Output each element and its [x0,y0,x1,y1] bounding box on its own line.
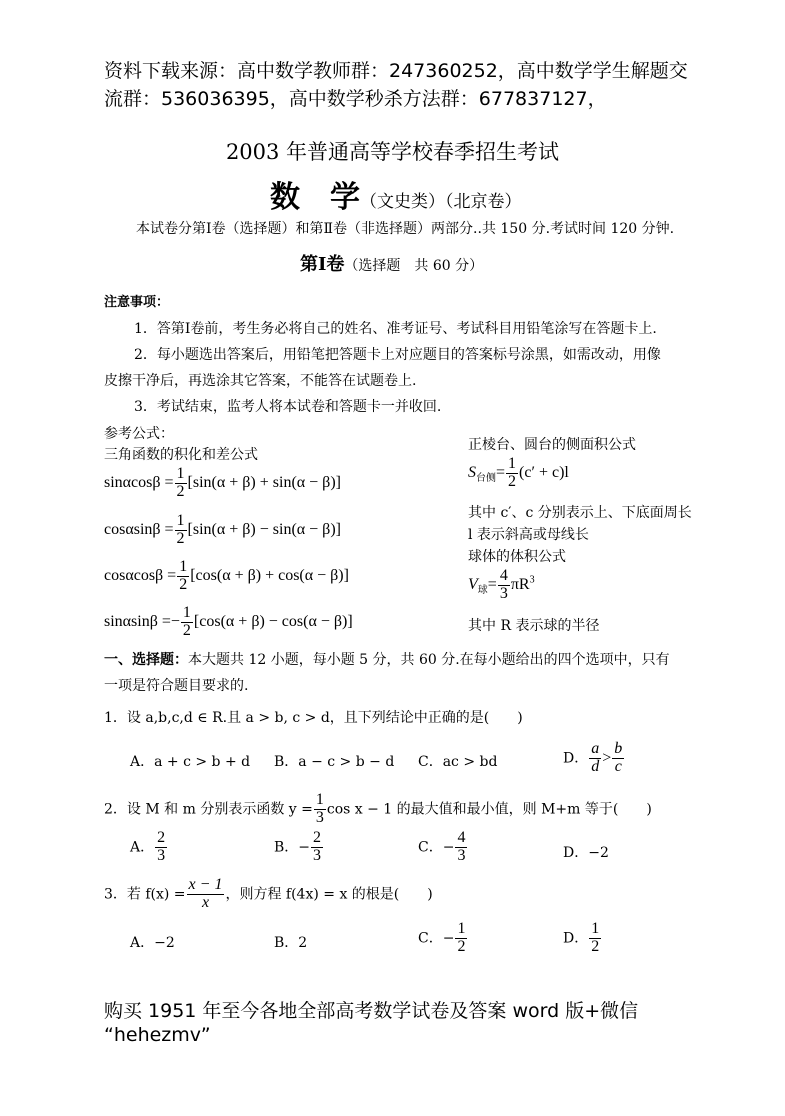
sphere-formula [468,568,535,603]
footer-line-2: “hehezmv” [104,1024,211,1046]
q2-b-num: 2 [313,829,322,846]
frustum-note-2: l 表示斜高或母线长 [468,527,589,543]
trig-1-num: 1 [176,465,185,482]
trig-1-rhs: [sin(α + β) + sin(α − β)] [187,473,341,491]
q1-d-op: > [602,749,612,767]
header-line-1: 资料下载来源：高中数学教师群：247360252，高中数学学生解题交 [104,60,688,82]
trig-3-lhs: cosαcosβ = [104,566,177,584]
q3-stem-b: ，则方程 f(4x) = x 的根是( ) [225,886,433,903]
q2-c-label: C．− [418,839,455,856]
trig-3-num: 1 [179,558,188,575]
footer-line-1: 购买 1951 年至今各地全部高考数学试卷及答案 word 版+微信 [104,1000,639,1022]
trig-formula-2 [104,513,341,548]
trig-1-den: 2 [176,482,185,500]
q3-d-den: 2 [591,937,600,955]
q3-option-b: B．2 [274,935,308,951]
q2-option-b [274,830,324,865]
frustum-note-1: 其中 c′、c 分别表示上、下底面周长 [468,505,692,521]
q3-d-label: D． [563,930,589,947]
q3-d-num: 1 [591,920,600,937]
trig-2-lhs: cosαsinβ = [104,520,174,538]
q2-b-label: B．− [274,839,311,856]
frustum-rhs: (c′ + c)l [519,463,569,481]
part-label: 第Ⅰ卷 [300,254,345,275]
q2-option-d: D．−2 [563,845,609,861]
q1-option-d [563,741,625,776]
q1-stem: 1．设 a,b,c,d ∈ R.且 a > b, c > d，且下列结论中正确的是( ) [104,710,523,726]
q3-stem-den: x [201,893,210,911]
trig-formula-1 [104,466,341,501]
sphere-den: 3 [499,584,508,602]
subject-name: 数 学 [270,180,360,215]
trig-2-rhs: [sin(α + β) − sin(α − β)] [187,520,341,538]
q1-d-label: D． [563,750,589,767]
q2-a-label: A． [130,839,155,856]
q2-stem-a: 2．设 M 和 m 分别表示函数 y = [104,801,313,818]
trig-2-den: 2 [176,529,185,547]
trig-4-lhs: sinαsinβ = [104,612,171,630]
section1-line1 [104,649,670,669]
exam-info: 本试卷分第Ⅰ卷（选择题）和第Ⅱ卷（非选择题）两部分..共 150 分.考试时间 120 分钟. [136,221,675,237]
trig-4-rhs: [cos(α + β) − cos(α − β)] [193,612,353,630]
q1-d-den2: c [614,757,622,775]
trig-heading: 三角函数的积化和差公式 [104,447,258,463]
part-title [300,250,483,276]
notice-item-2-cont: 皮擦干净后，再选涂其它答案，不能答在试题卷上. [104,373,417,389]
q3-option-a: A．−2 [130,935,175,951]
sphere-exp: 3 [529,574,535,586]
header-line-2: 流群：536036395，高中数学秒杀方法群：677837127， [104,88,607,110]
sphere-num: 4 [499,567,508,584]
section1-text1: 本大题共 12 小题，每小题 5 分，共 60 分.在每小题给出的四个选项中，只有 [188,652,670,668]
trig-2-num: 1 [176,512,185,529]
q2-stem-den: 3 [315,808,324,826]
trig-formula-3 [104,559,349,594]
q2-c-num: 4 [457,829,466,846]
subject-note: （文史类）（北京卷） [360,192,522,212]
q2-stem [104,792,652,827]
q2-b-den: 3 [313,846,322,864]
q2-option-a [130,830,168,865]
q2-c-den: 3 [457,846,466,864]
q3-c-num: 1 [457,920,466,937]
q2-option-c [418,830,468,865]
q2-a-num: 2 [157,829,166,846]
notice-item-3: 3．考试结束，监考人将本试卷和答题卡一并收回. [134,399,442,415]
trig-4-sign: − [170,612,180,630]
q3-option-c [418,921,468,956]
q1-option-c: C．ac > bd [418,754,498,770]
q1-d-num2: b [614,740,623,757]
section1-label: 一、选择题： [104,652,188,668]
subject-title [270,172,522,216]
trig-1-lhs: sinαcosβ = [104,473,174,491]
frustum-formula [468,456,569,491]
part-note: （选择题 共 60 分） [344,258,484,274]
q3-c-den: 2 [457,937,466,955]
sphere-eq: = [487,575,497,593]
sphere-lhs: V [468,575,478,593]
exam-title: 2003 年普通高等学校春季招生考试 [225,140,560,164]
trig-3-rhs: [cos(α + β) + cos(α − β)] [190,566,349,584]
q2-a-den: 3 [157,846,166,864]
q1-option-b: B．a − c > b − d [274,754,395,770]
q1-d-den1: d [591,757,600,775]
q3-stem-a: 3．若 f(x) = [104,886,186,903]
q3-c-label: C．− [418,930,455,947]
notice-item-2: 2．每小题选出答案后，用铅笔把答题卡上对应题目的答案标号涂黑，如需改动，用像 [134,347,661,363]
q2-stem-b: cos x − 1 的最大值和最小值，则 M+m 等于( ) [326,801,652,818]
frustum-heading: 正棱台、圆台的侧面积公式 [468,437,636,453]
formulas-heading: 参考公式： [104,426,174,442]
q3-stem-num: x − 1 [188,876,223,893]
sphere-rhs: πR [510,575,530,593]
section1-line2: 一项是符合题目要求的. [104,678,249,694]
frustum-lhs: S [468,463,476,481]
notice-heading: 注意事项： [104,295,170,310]
sphere-heading: 球体的体积公式 [468,549,566,565]
trig-formula-4 [104,605,353,640]
q1-d-num1: a [591,740,600,757]
frustum-sub: 台侧 [476,473,496,485]
q2-stem-num: 1 [315,791,324,808]
trig-4-den: 2 [182,621,191,639]
q3-stem [104,877,433,912]
trig-3-den: 2 [179,575,188,593]
sphere-sub: 球 [477,585,488,597]
q1-option-a: A．a + c > b + d [130,754,251,770]
q3-option-d [563,921,602,956]
frustum-eq: = [496,463,506,481]
frustum-num: 1 [508,455,517,472]
sphere-note: 其中 R 表示球的半径 [468,618,600,634]
notice-item-1: 1．答第Ⅰ卷前，考生务必将自己的姓名、准考证号、考试科目用铅笔涂写在答题卡上. [134,321,657,337]
frustum-den: 2 [508,472,517,490]
trig-4-num: 1 [182,604,191,621]
